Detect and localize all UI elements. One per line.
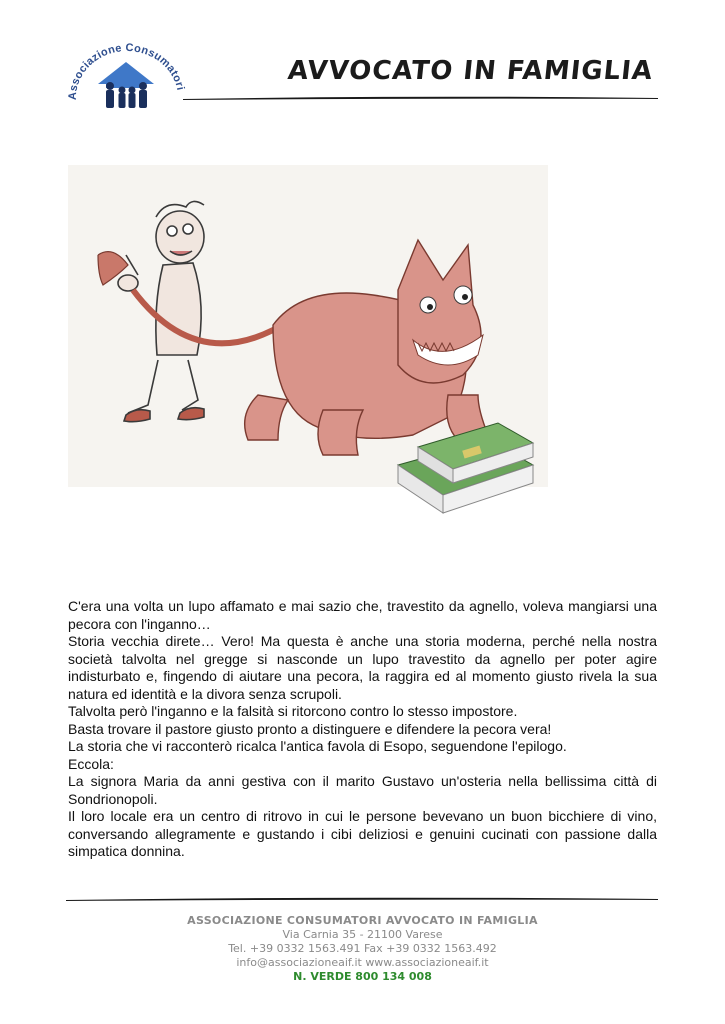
footer-address: Via Carnia 35 - 21100 Varese (282, 928, 443, 941)
cartoon-wolf-and-man-with-money-icon (68, 165, 548, 530)
story-paragraph: Basta trovare il pastore giusto pronto a distinguere e difendere la pecora vera! (68, 720, 552, 737)
footer-web[interactable]: info@associazioneaif.it www.associazioneaif.it (236, 956, 489, 969)
story-paragraph: C'era una volta un lupo affamato e mai sazio che, travestito da agnello, voleva mangiarsi una pecora con l'inganno… (68, 598, 657, 632)
family-house-icon (98, 62, 154, 108)
footer-phone: Tel. +39 0332 1563.491 Fax +39 0332 1563.492 (228, 942, 497, 955)
story-paragraph: Il loro locale era un centro di ritrovo in cui le persone bevevano un buon bicchiere di vino, conversando allegramente e gustando i cibi deliziosi e genuini cucinati con passione dalla simpatica donnina. (68, 808, 657, 859)
story-paragraph: Eccola: (68, 755, 114, 772)
header-title: AVVOCATO IN FAMIGLIA (286, 56, 655, 86)
footer-divider (66, 895, 658, 903)
footer-numero-verde: N. VERDE 800 134 008 (293, 970, 432, 983)
story-text (68, 598, 657, 861)
story-paragraph: Talvolta però l'inganno e la falsità si ritorcono contro lo stesso impostore. (68, 703, 518, 719)
footer (0, 914, 725, 984)
footer-org: ASSOCIAZIONE CONSUMATORI AVVOCATO IN FAMIGLIA (187, 914, 538, 927)
story-paragraph: La signora Maria da anni gestiva con il marito Gustavo un'osteria nella bellissima città di Sondrionopoli. (68, 773, 657, 807)
story-paragraph: Storia vecchia direte… Vero! Ma questa è anche una storia moderna, perché nella nostra società talvolta nel gregge si nasconde un lupo travestito da agnello per poter agire indisturbato e, fingendo di aiutare una pecora, la raggira ed al momento giusto rivela la sua natura ed identità e la divora senza scrupoli. (68, 633, 657, 702)
logo-text: Associazione Consumatori (66, 41, 186, 101)
story-paragraph: La storia che vi racconterò ricalca l'antica favola di Esopo, seguendone l'epilogo. (68, 738, 567, 754)
header-divider (183, 94, 658, 102)
association-logo (66, 40, 186, 116)
